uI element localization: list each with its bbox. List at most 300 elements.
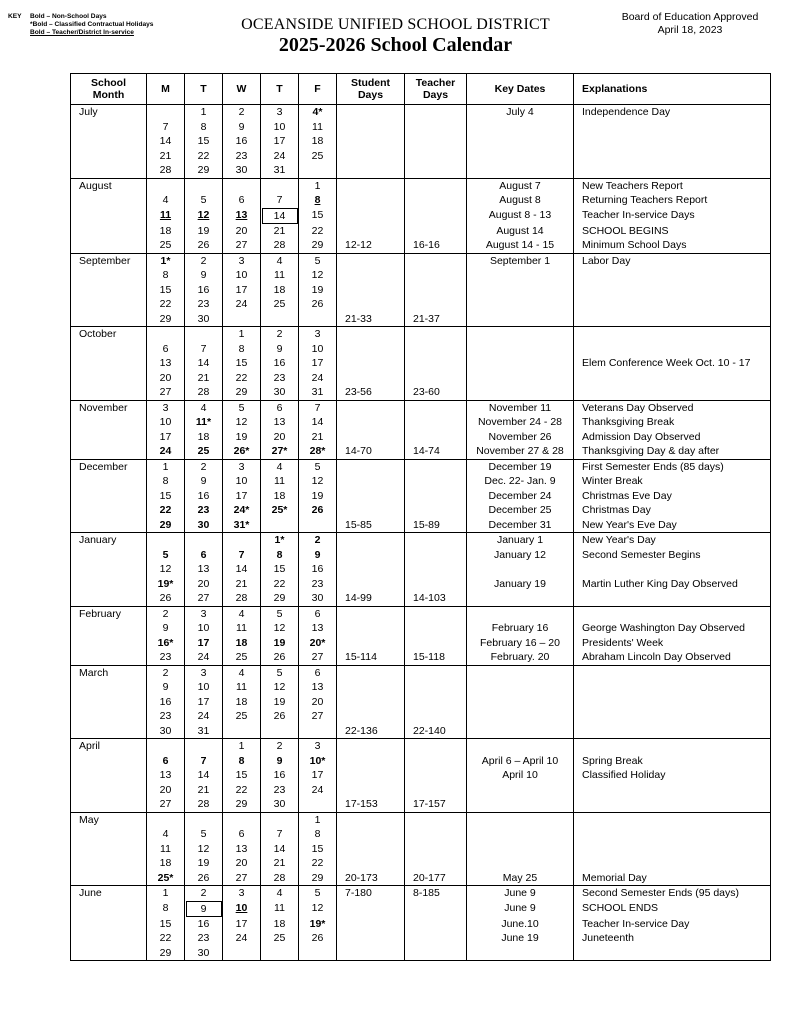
day-cell-mon [147,665,185,680]
day-number: 19 [197,857,210,869]
day-number: 24 [197,651,210,663]
key-date: January 12 [467,548,574,563]
student-days [337,842,405,857]
day-number: 22 [159,298,172,310]
key-date: December 31 [467,518,574,533]
calendar-row [71,253,771,268]
key-date [467,827,574,842]
explanation: Presidents' Week [574,636,771,651]
day-number: 20 [235,224,248,237]
month-name: November [71,400,147,415]
key-date [467,797,574,812]
day-cell-thu [261,842,299,857]
day-cell-wed [223,650,261,665]
day-cell-mon [147,695,185,710]
day-cell-mon [147,503,185,518]
calendar-row [71,503,771,518]
day-cell-wed [223,342,261,357]
day-number-boxed: 9 [186,901,222,917]
day-number: 13 [159,357,172,369]
day-cell-tue [185,842,223,857]
explanation: Minimum School Days [574,238,771,253]
month-name [71,621,147,636]
day-cell-fri [299,297,337,312]
day-number: 12 [159,563,172,575]
student-days [337,901,405,917]
day-number: 14 [197,769,210,781]
day-cell-fri [299,149,337,164]
key-date: February 16 – 20 [467,636,574,651]
day-number: 23 [197,298,210,310]
day-number: 26 [273,710,286,722]
day-number: 23 [197,932,210,944]
day-cell-wed [223,680,261,695]
day-number: 25 [197,445,210,457]
day-cell-mon [147,474,185,489]
day-number: 21 [197,783,210,796]
day-number: 16 [197,917,210,930]
student-days: 14-70 [337,444,405,459]
day-number: 21 [273,857,286,869]
student-days [337,680,405,695]
calendar-row [71,342,771,357]
day-cell-fri [299,474,337,489]
day-cell-tue [185,342,223,357]
day-cell-thu [261,385,299,400]
day-cell-fri [299,459,337,474]
day-cell-thu [261,636,299,651]
explanation: Memorial Day [574,871,771,886]
day-cell-fri [299,268,337,283]
day-number: 23 [159,651,172,663]
day-number: 26 [311,504,324,516]
key-date [467,163,574,178]
day-number: 20 [273,430,286,443]
day-cell-wed [223,518,261,533]
day-number: 28 [159,164,172,176]
day-number: 24 [235,298,248,310]
day-cell-fri [299,548,337,563]
day-cell-wed [223,105,261,120]
calendar-row [71,680,771,695]
calendar-row [71,636,771,651]
day-number: 11 [159,209,172,222]
explanation [574,149,771,164]
day-number: 10 [197,681,210,693]
explanation [574,842,771,857]
calendar-row [71,327,771,342]
explanation [574,724,771,739]
day-cell-wed [223,931,261,946]
day-cell-mon [147,518,185,533]
calendar-row [71,621,771,636]
day-cell-wed [223,489,261,504]
day-cell-thu [261,400,299,415]
day-cell-wed [223,430,261,445]
calendar-row [71,768,771,783]
day-cell-fri [299,768,337,783]
explanation [574,709,771,724]
month-name [71,591,147,606]
month-name: October [71,327,147,342]
day-cell-wed [223,946,261,961]
day-cell-tue [185,208,223,224]
month-name [71,856,147,871]
day-cell-wed [223,562,261,577]
day-number: 31 [197,724,210,737]
day-cell-thu [261,577,299,592]
teacher-days [405,430,467,445]
day-cell-mon [147,283,185,298]
teacher-days [405,149,467,164]
day-cell-wed [223,400,261,415]
key-date: November 11 [467,400,574,415]
day-cell-fri [299,224,337,239]
day-cell-thu [261,134,299,149]
day-number: 14 [311,416,324,428]
day-cell-thu [261,886,299,901]
student-days [337,283,405,298]
header-day-m: M [147,74,185,105]
explanation [574,946,771,961]
day-number: 14 [273,842,286,855]
day-cell-mon [147,812,185,827]
calendar-row [71,724,771,739]
day-number: 16* [157,636,174,649]
explanation: Christmas Day [574,503,771,518]
day-cell-wed [223,917,261,932]
key-date [467,606,574,621]
day-cell-mon [147,946,185,961]
day-number: 30 [159,724,172,737]
day-number: 26* [233,445,250,457]
day-cell-thu [261,606,299,621]
explanation [574,297,771,312]
day-cell-fri [299,739,337,754]
day-cell-thu [261,474,299,489]
day-number: 1 [162,460,169,473]
teacher-days: 20-177 [405,871,467,886]
day-cell-mon [147,680,185,695]
day-cell-fri [299,430,337,445]
day-cell-mon [147,901,185,917]
day-cell-tue [185,577,223,592]
day-cell-fri [299,871,337,886]
day-number: 3 [314,740,321,752]
day-cell-tue [185,193,223,208]
day-cell-wed [223,636,261,651]
teacher-days [405,533,467,548]
day-cell-mon [147,371,185,386]
day-number: 5 [162,548,169,561]
day-cell-tue [185,562,223,577]
day-cell-wed [223,193,261,208]
day-cell-mon [147,134,185,149]
explanation: New Teachers Report [574,178,771,193]
month-name: July [71,105,147,120]
day-number: 10 [235,269,248,281]
day-number: 12 [197,842,210,855]
day-number: 12 [311,269,324,281]
day-cell-tue [185,783,223,798]
day-cell-wed [223,385,261,400]
calendar-row [71,709,771,724]
month-name [71,385,147,400]
day-cell-mon [147,917,185,932]
day-cell-tue [185,134,223,149]
explanation: Thanksgiving Break [574,415,771,430]
day-number: 14 [235,563,248,575]
month-name [71,268,147,283]
teacher-days [405,489,467,504]
day-cell-tue [185,224,223,239]
day-number: 31* [233,518,250,531]
day-cell-tue [185,931,223,946]
day-cell-tue [185,444,223,459]
day-cell-mon [147,709,185,724]
day-cell-thu [261,680,299,695]
day-number: 21 [235,577,248,590]
day-cell-tue [185,856,223,871]
day-number: 26 [197,871,210,884]
day-cell-fri [299,356,337,371]
day-number: 26 [311,932,324,944]
day-number: 8 [314,828,321,840]
calendar-row [71,268,771,283]
month-name [71,193,147,208]
day-cell-mon [147,105,185,120]
teacher-days [405,768,467,783]
key-date [467,812,574,827]
day-number: 26 [273,651,286,663]
day-number: 24 [197,710,210,722]
header-school-month: School Month [71,74,147,105]
explanation [574,827,771,842]
day-number: 28 [273,871,286,884]
key-date: June.10 [467,917,574,932]
day-number: 29 [235,386,248,398]
calendar-row [71,856,771,871]
explanation: Juneteenth [574,931,771,946]
day-cell-fri [299,562,337,577]
day-cell-wed [223,459,261,474]
day-number: 12 [273,622,286,634]
day-cell-thu [261,917,299,932]
header-teacher-days: Teacher Days [405,74,467,105]
day-cell-thu [261,797,299,812]
calendar-row [71,577,771,592]
month-name [71,474,147,489]
day-number: 1* [160,254,171,267]
calendar-row [71,134,771,149]
day-number: 29 [159,518,172,531]
teacher-days [405,946,467,961]
day-cell-tue [185,917,223,932]
explanation [574,134,771,149]
day-number: 3 [238,460,245,473]
day-cell-tue [185,797,223,812]
day-cell-thu [261,812,299,827]
month-name [71,754,147,769]
explanation: Classified Holiday [574,768,771,783]
day-cell-tue [185,400,223,415]
day-cell-thu [261,591,299,606]
day-number: 16 [197,283,210,296]
day-cell-mon [147,533,185,548]
day-number: 17 [197,695,210,708]
day-number: 19* [309,917,326,930]
day-cell-thu [261,768,299,783]
day-number: 15 [159,489,172,502]
key-date [467,134,574,149]
key-date [467,709,574,724]
month-name [71,163,147,178]
student-days: 12-12 [337,238,405,253]
calendar-row [71,518,771,533]
day-cell-fri [299,901,337,917]
day-cell-fri [299,385,337,400]
calendar-row [71,224,771,239]
key-date [467,946,574,961]
month-name [71,430,147,445]
teacher-days: 15-89 [405,518,467,533]
day-number: 17 [311,769,324,781]
day-number: 25 [273,298,286,310]
day-cell-fri [299,533,337,548]
day-cell-tue [185,430,223,445]
day-cell-tue [185,548,223,563]
day-cell-mon [147,636,185,651]
day-number: 3 [162,401,169,414]
student-days [337,489,405,504]
key-date: August 7 [467,178,574,193]
key-date [467,591,574,606]
key-date [467,342,574,357]
day-number: 29 [311,871,324,884]
explanation: SCHOOL BEGINS [574,224,771,239]
day-number: 4 [162,828,169,840]
key-date: September 1 [467,253,574,268]
month-name [71,680,147,695]
month-name [71,946,147,961]
day-cell-wed [223,621,261,636]
day-cell-tue [185,356,223,371]
day-number: 24 [311,371,324,384]
day-cell-wed [223,754,261,769]
day-cell-thu [261,444,299,459]
teacher-days [405,120,467,135]
student-days: 15-85 [337,518,405,533]
day-number: 30 [235,164,248,176]
teacher-days [405,680,467,695]
key-date: February 16 [467,621,574,636]
day-cell-thu [261,739,299,754]
day-number: 17 [235,489,248,502]
calendar-row [71,886,771,901]
day-cell-thu [261,105,299,120]
calendar-row [71,149,771,164]
day-cell-wed [223,665,261,680]
month-name [71,842,147,857]
teacher-days [405,371,467,386]
day-cell-thu [261,562,299,577]
header-day-t: T [185,74,223,105]
day-number: 24 [235,932,248,944]
day-number: 10* [309,754,326,767]
student-days: 23-56 [337,385,405,400]
day-number: 5 [238,401,245,414]
header-student-days: Student Days [337,74,405,105]
day-number: 1 [200,106,207,118]
day-cell-thu [261,283,299,298]
day-cell-wed [223,856,261,871]
day-number: 20 [197,577,210,590]
day-number: 5 [314,254,321,267]
calendar-row [71,193,771,208]
day-number: 9 [162,681,169,693]
day-cell-tue [185,415,223,430]
explanation: New Year's Day [574,533,771,548]
day-number: 4* [312,106,323,118]
teacher-days [405,709,467,724]
calendar-row [71,842,771,857]
student-days [337,577,405,592]
day-number: 5 [200,828,207,840]
day-cell-tue [185,105,223,120]
day-cell-mon [147,931,185,946]
calendar-body [71,105,771,961]
day-cell-tue [185,312,223,327]
month-name: April [71,739,147,754]
day-cell-fri [299,665,337,680]
day-cell-thu [261,489,299,504]
key-date [467,562,574,577]
day-cell-tue [185,636,223,651]
day-number: 23 [273,371,286,384]
teacher-days [405,268,467,283]
key-line-inservice: Bold – Teacher/District In-service [30,29,134,36]
student-days [337,768,405,783]
day-number: 30 [197,312,210,325]
key-date: December 19 [467,459,574,474]
day-number: 26 [311,298,324,310]
explanation: Veterans Day Observed [574,400,771,415]
student-days [337,562,405,577]
day-number: 4 [238,666,245,679]
day-number: 5 [314,460,321,473]
calendar-row [71,871,771,886]
student-days [337,739,405,754]
explanation: George Washington Day Observed [574,621,771,636]
day-cell-mon [147,562,185,577]
calendar-row [71,356,771,371]
calendar-row [71,474,771,489]
day-number: 2 [314,534,321,546]
day-number: 18 [159,224,172,237]
day-cell-tue [185,238,223,253]
month-name [71,797,147,812]
day-cell-thu [261,415,299,430]
month-name: December [71,459,147,474]
student-days [337,400,405,415]
day-number: 4 [276,887,283,899]
calendar-row [71,548,771,563]
day-cell-wed [223,224,261,239]
calendar-row [71,650,771,665]
day-number: 9 [200,269,207,281]
teacher-days [405,577,467,592]
day-cell-mon [147,548,185,563]
